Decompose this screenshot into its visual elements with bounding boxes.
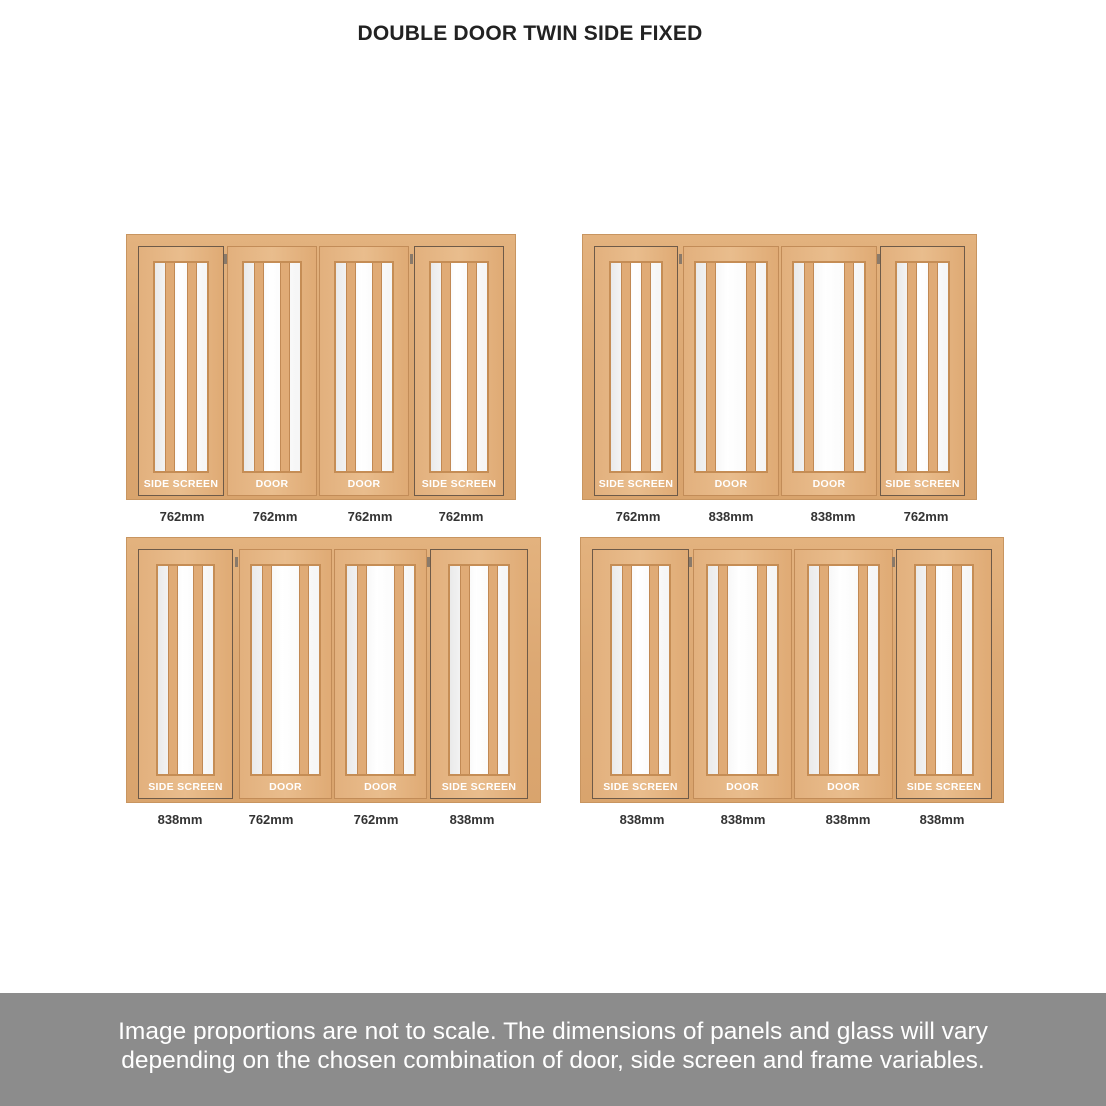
panel-width: 762mm: [438, 509, 484, 524]
side-screen-panel: [430, 549, 528, 799]
side-screen-panel: [138, 246, 224, 496]
panel-label: SIDE SCREEN: [143, 478, 219, 490]
panel-width: 838mm: [825, 812, 871, 827]
side-screen-panel: [896, 549, 992, 799]
glass-pane: [450, 566, 508, 774]
panel-width: 838mm: [810, 509, 856, 524]
panel-label: SIDE SCREEN: [598, 478, 674, 490]
door-panel: [239, 549, 332, 799]
panel-label: SIDE SCREEN: [906, 781, 982, 793]
side-screen-panel: [594, 246, 678, 496]
glass-pane: [696, 263, 766, 471]
glass-pane: [336, 263, 392, 471]
panel-width: 838mm: [157, 812, 203, 827]
panel-label: DOOR: [726, 781, 759, 793]
glass-pane: [158, 566, 213, 774]
disclaimer-line-1: Image proportions are not to scale. The dimensions of panels and glass will vary: [118, 1018, 988, 1045]
panel-width: 838mm: [449, 812, 495, 827]
hinge-icon: [235, 557, 238, 567]
panel-width: 762mm: [347, 509, 393, 524]
panel-label: DOOR: [827, 781, 860, 793]
glass-pane: [244, 263, 300, 471]
disclaimer-text: [0, 1017, 1106, 1075]
panel-label: DOOR: [255, 478, 289, 490]
configuration-1: [126, 234, 516, 500]
panel-label: SIDE SCREEN: [421, 478, 497, 490]
hinge-icon: [689, 557, 692, 567]
disclaimer-banner: [0, 993, 1106, 1106]
door-panel: [693, 549, 792, 799]
glass-pane: [809, 566, 878, 774]
configuration-2: [582, 234, 977, 500]
panel-width: 838mm: [619, 812, 665, 827]
glass-pane: [347, 566, 414, 774]
configuration-3: [126, 537, 541, 803]
hinge-icon: [224, 254, 227, 264]
hinge-icon: [679, 254, 682, 264]
hinge-icon: [892, 557, 895, 567]
panel-width: 762mm: [903, 509, 949, 524]
panel-width: 838mm: [919, 812, 965, 827]
panel-label: DOOR: [364, 781, 397, 793]
panel-label: DOOR: [269, 781, 302, 793]
glass-pane: [794, 263, 864, 471]
panel-width: 762mm: [353, 812, 399, 827]
door-panel: [781, 246, 877, 496]
glass-pane: [612, 566, 669, 774]
panel-label: SIDE SCREEN: [603, 781, 678, 793]
door-panel: [334, 549, 427, 799]
glass-pane: [708, 566, 777, 774]
hinge-icon: [410, 254, 413, 264]
panel-width: 762mm: [248, 812, 294, 827]
panel-label: SIDE SCREEN: [441, 781, 517, 793]
panel-width: 838mm: [720, 812, 766, 827]
glass-pane: [897, 263, 948, 471]
panel-width: 838mm: [708, 509, 754, 524]
side-screen-panel: [138, 549, 233, 799]
panel-width: 762mm: [159, 509, 205, 524]
glass-pane: [611, 263, 661, 471]
glass-pane: [916, 566, 972, 774]
panel-width: 762mm: [615, 509, 661, 524]
door-panel: [794, 549, 893, 799]
side-screen-panel: [414, 246, 504, 496]
door-panel: [319, 246, 409, 496]
panel-label: SIDE SCREEN: [885, 478, 960, 490]
door-panel: [227, 246, 317, 496]
panel-label: SIDE SCREEN: [148, 781, 223, 793]
configuration-4: [580, 537, 1004, 803]
panel-label: DOOR: [714, 478, 748, 490]
page-title: DOUBLE DOOR TWIN SIDE FIXED: [357, 22, 703, 45]
side-screen-panel: [592, 549, 689, 799]
glass-pane: [155, 263, 207, 471]
door-panel: [683, 246, 779, 496]
side-screen-panel: [880, 246, 965, 496]
panel-width: 762mm: [252, 509, 298, 524]
disclaimer-line-2: depending on the chosen combination of door, side screen and frame variables.: [121, 1047, 985, 1074]
panel-label: DOOR: [347, 478, 381, 490]
glass-pane: [252, 566, 319, 774]
glass-pane: [431, 263, 487, 471]
panel-label: DOOR: [812, 478, 846, 490]
